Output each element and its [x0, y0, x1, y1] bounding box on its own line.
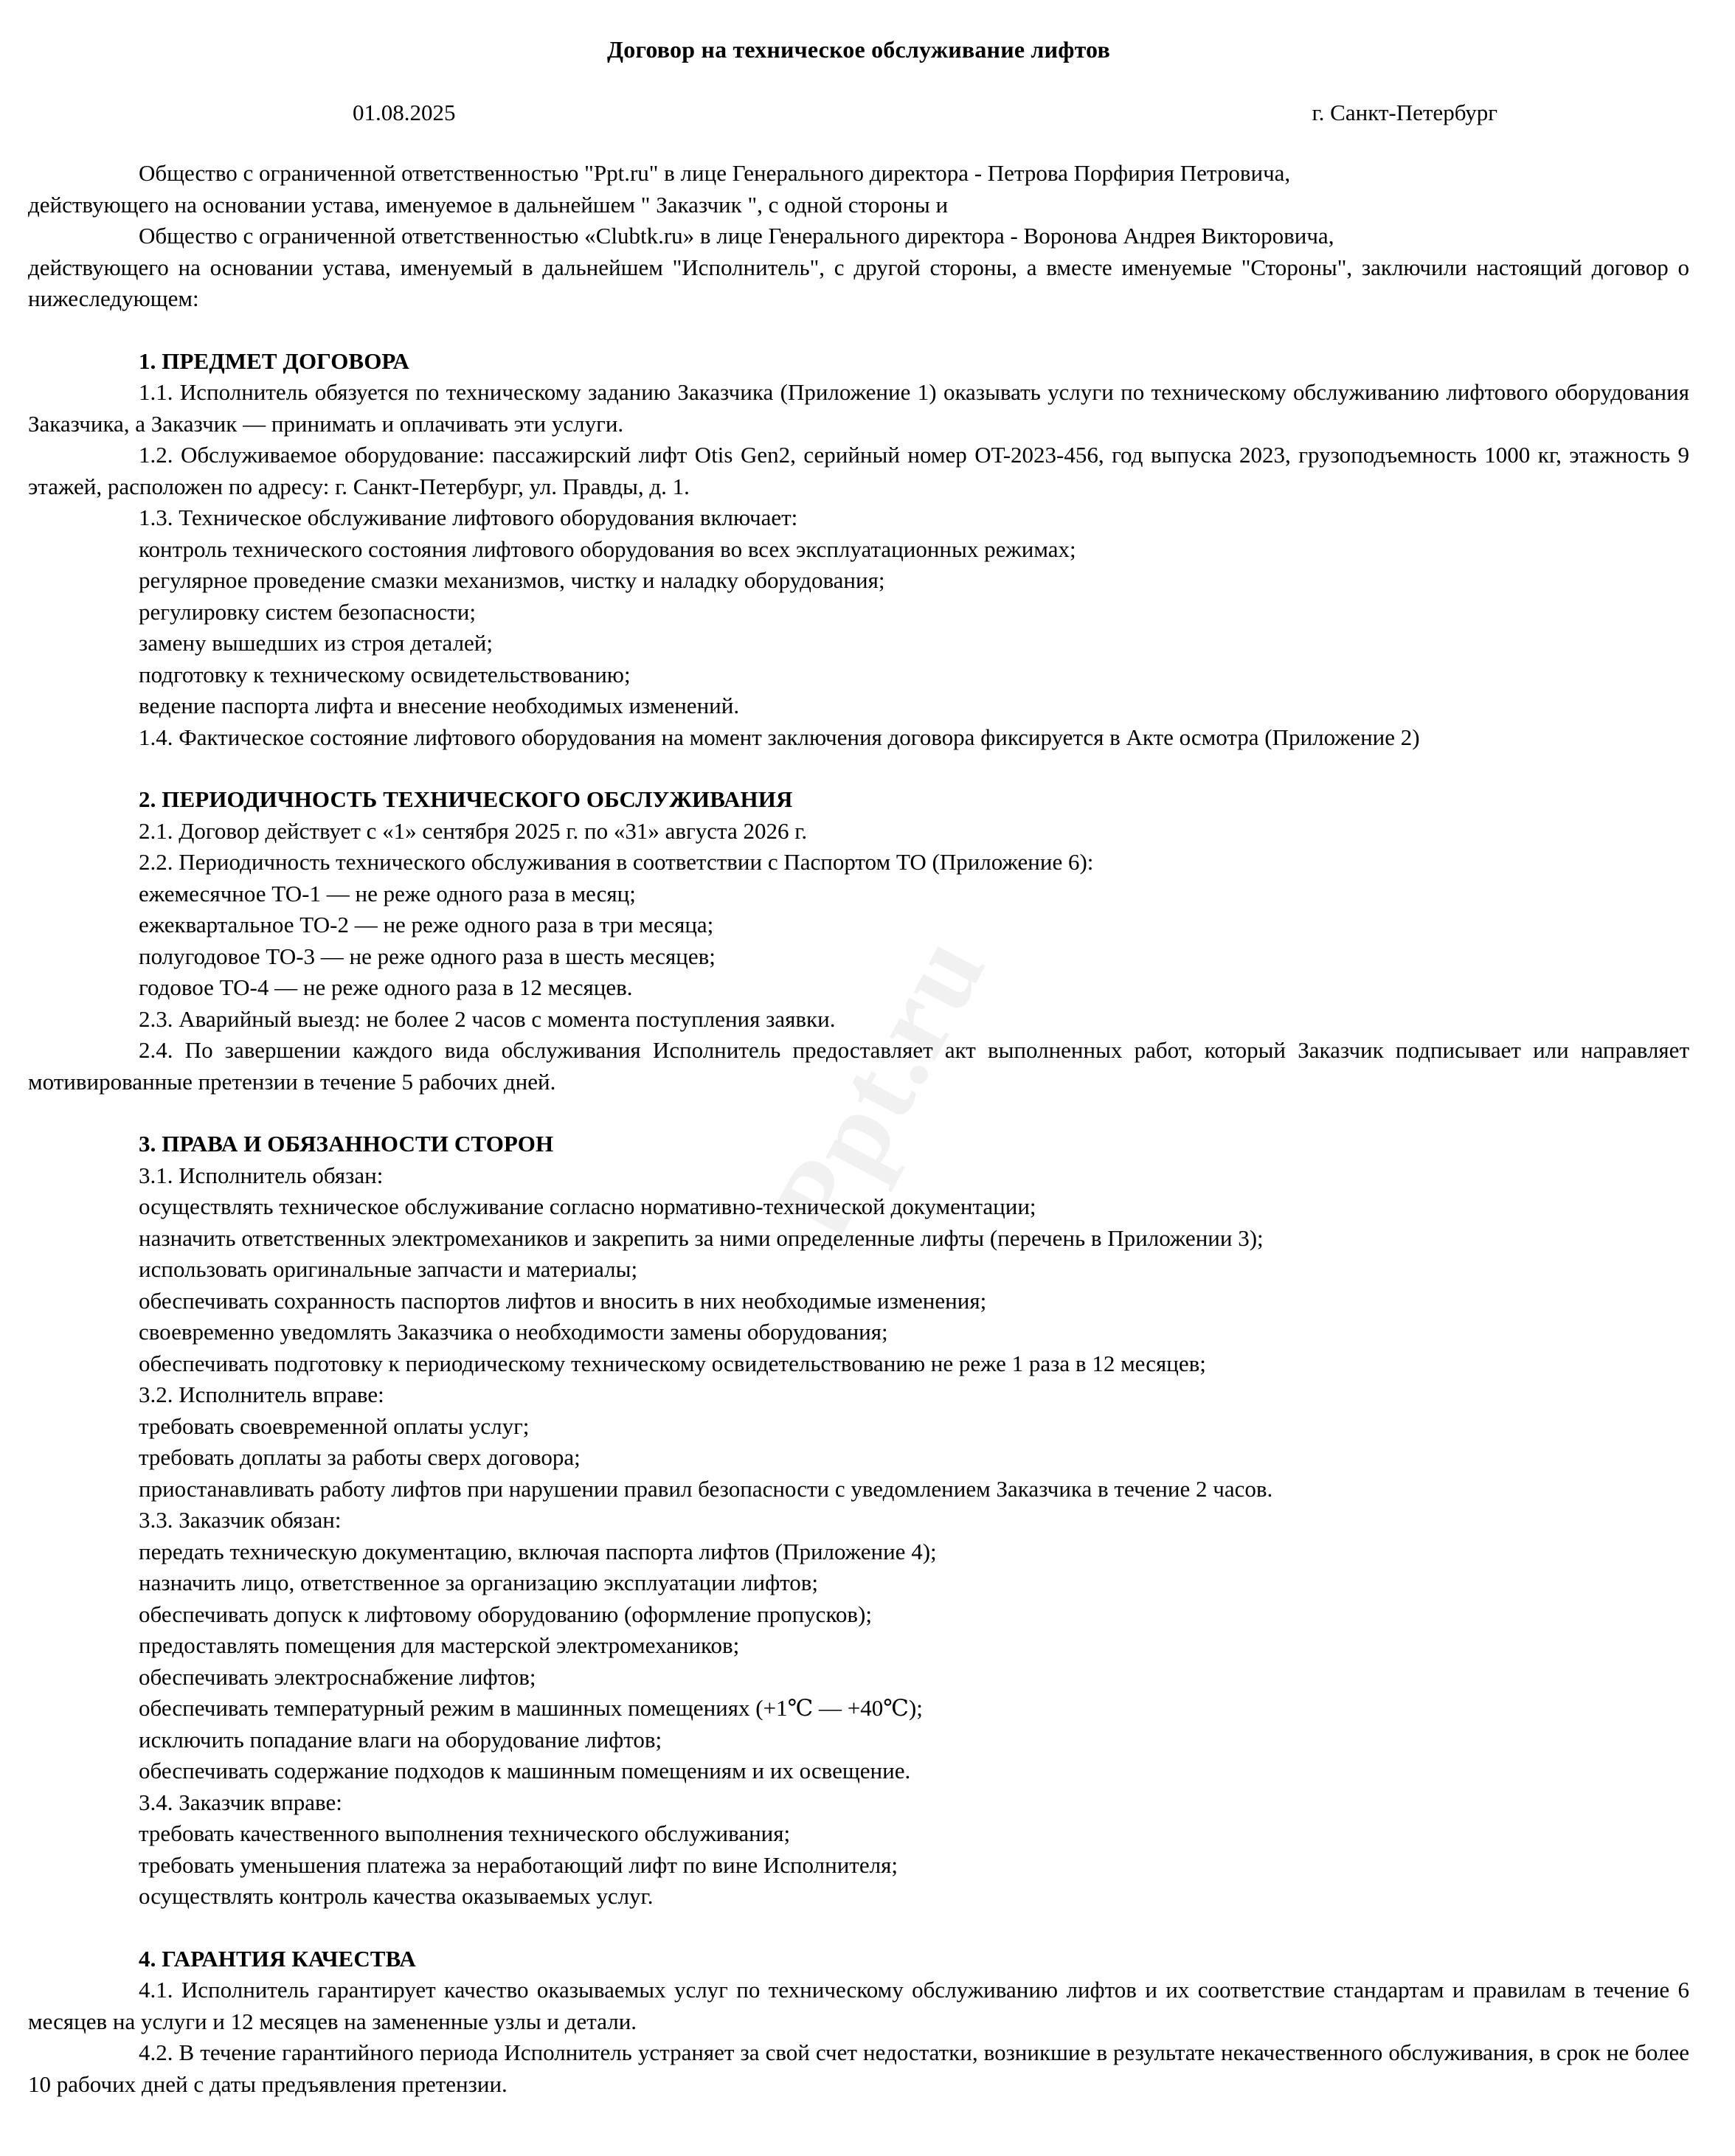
sections-root	[28, 315, 1689, 2101]
section-line: контроль технического состояния лифтового оборудования во всех эксплуатационных режимах;	[139, 535, 1076, 562]
contract-date: 01.08.2025	[353, 100, 456, 125]
section-heading: 2. ПЕРИОДИЧНОСТЬ ТЕХНИЧЕСКОГО ОБСЛУЖИВАНИЯ	[139, 786, 793, 812]
section-spacer	[28, 1913, 1689, 1944]
section-spacer	[28, 1098, 1689, 1129]
section-line: требовать качественного выполнения технического обслуживания;	[139, 1820, 791, 1846]
section-heading: 4. ГАРАНТИЯ КАЧЕСТВА	[139, 1945, 416, 1972]
section-heading: 3. ПРАВА И ОБЯЗАННОСТИ СТОРОН	[139, 1131, 554, 1157]
section-line: обеспечивать содержание подходов к машинным помещениям и их освещение.	[139, 1758, 911, 1784]
section-line: требовать доплаты за работы сверх договора;	[139, 1444, 581, 1470]
section-line: 3.3. Заказчик обязан:	[139, 1507, 342, 1533]
section-line: полугодовое ТО-3 — не реже одного раза в шесть месяцев;	[139, 943, 716, 969]
section-line: обеспечивать электроснабжение лифтов;	[139, 1663, 536, 1690]
section-line: приостанавливать работу лифтов при нарушении правил безопасности с уведомлением Заказчика в течение 2 часов.	[139, 1475, 1273, 1502]
section-line: 1.4. Фактическое состояние лифтового оборудования на момент заключения договора фиксируется в Акте осмотра (Приложение 2)	[139, 724, 1420, 750]
section-line: назначить ответственных электромехаников и закрепить за ними определенные лифты (перечень в Приложении 3);	[139, 1224, 1264, 1251]
section-paragraph: 4.1. Исполнитель гарантирует качество оказываемых услуг по техническому обслуживанию лифтов и их соответствие стандартам и правилам в течение 6 месяцев на услуги и 12 месяцев на замененные узлы и детали.	[28, 1977, 1689, 2034]
section-line: 2.1. Договор действует с «1» сентября 2025 г. по «31» августа 2026 г.	[139, 817, 808, 844]
section-line: годовое ТО-4 — не реже одного раза в 12 месяцев.	[139, 974, 633, 1000]
section-line: 3.4. Заказчик вправе:	[139, 1789, 342, 1815]
section-line: замену вышедших из строя деталей;	[139, 630, 494, 656]
section-paragraph: 1.1. Исполнитель обязуется по техническому заданию Заказчика (Приложение 1) оказывать услуги по техническому обслуживанию лифтового оборудования Заказчика, а Заказчик — принимать и оплачивать эти услуги.	[28, 379, 1689, 437]
section-line: осуществлять техническое обслуживание согласно нормативно-технической документации;	[139, 1193, 1036, 1219]
watermark: Ppt.ru	[749, 914, 1010, 1257]
section-line: обеспечивать температурный режим в машинных помещениях (+1℃ — +40℃);	[139, 1695, 923, 1721]
section-line: 2.3. Аварийный выезд: не более 2 часов с момента поступления заявки.	[139, 1005, 836, 1032]
section-line: обеспечивать сохранность паспортов лифтов и вносить в них необходимые изменения;	[139, 1287, 987, 1314]
section-paragraph: 4.2. В течение гарантийного периода Исполнитель устраняет за свой счет недостатки, возникшие в результате некачественного обслуживания, в срок не более 10 рабочих дней с даты предъявления претензии.	[28, 2039, 1689, 2097]
section-line: 1.3. Техническое обслуживание лифтового оборудования включает:	[139, 505, 798, 530]
preamble-customer-line-1: Общество с ограниченной ответственностью "Ppt.ru" в лице Генерального директора - Петрова Порфирия Петровича,	[139, 160, 1291, 186]
page-title: Договор на техническое обслуживание лифтов	[607, 36, 1110, 63]
section-line: 2.2. Периодичность технического обслуживания в соответствии с Паспортом ТО (Приложение 6):	[139, 849, 1094, 875]
section-line: передать техническую документацию, включая паспорта лифтов (Приложение 4);	[139, 1538, 937, 1564]
section-line: регулировку систем безопасности;	[139, 598, 477, 625]
section-line: 3.1. Исполнитель обязан:	[139, 1162, 384, 1188]
preamble-customer-line-2: действующего на основании устава, именуемое в дальнейшем " Заказчик ", с одной стороны и	[28, 191, 949, 218]
section-line: обеспечивать подготовку к периодическому техническому освидетельствованию не реже 1 раза в 12 месяцев;	[139, 1350, 1206, 1376]
section-line: исключить попадание влаги на оборудование лифтов;	[139, 1726, 662, 1753]
preamble-contractor-line-2: действующего на основании устава, именуемый в дальнейшем "Исполнитель", с другой стороны, а вместе именуемые "Стороны", заключили настоящий договор о нижеследующем:	[28, 254, 1689, 311]
preamble-contractor-line-1: Общество с ограниченной ответственностью «Clubtk.ru» в лице Генерального директора - Воронова Андрея Викторовича,	[139, 223, 1334, 249]
section-line: требовать своевременной оплаты услуг;	[139, 1413, 530, 1439]
section-line: предоставлять помещения для мастерской электромехаников;	[139, 1632, 740, 1658]
section-line: осуществлять контроль качества оказываемых услуг.	[139, 1883, 654, 1909]
contract-city: г. Санкт-Петербург	[1312, 100, 1497, 125]
section-spacer	[28, 315, 1689, 346]
section-line: использовать оригинальные запчасти и материалы;	[139, 1256, 638, 1282]
section-line: назначить лицо, ответственное за организацию эксплуатации лифтов;	[139, 1570, 819, 1595]
preamble	[28, 158, 1689, 315]
section-line: ежемесячное ТО-1 — не реже одного раза в месяц;	[139, 880, 636, 907]
section-heading: 1. ПРЕДМЕТ ДОГОВОРА	[139, 347, 409, 374]
section-line: своевременно уведомлять Заказчика о необходимости замены оборудования;	[139, 1319, 888, 1345]
section-line: требовать уменьшения платежа за неработающий лифт по вине Исполнителя;	[139, 1851, 898, 1878]
document-meta	[28, 97, 1689, 128]
section-paragraph: 1.2. Обслуживаемое оборудование: пассажирский лифт Otis Gen2, серийный номер OT-2023-456, год выпуска 2023, грузоподъемность 1000 кг, этажность 9 этажей, расположен по адресу: г. Санкт-Петербург, ул. Правды, д. 1.	[28, 442, 1689, 499]
section-paragraph: 2.4. По завершении каждого вида обслуживания Исполнитель предоставляет акт выполненных работ, который Заказчик подписывает или направляет мотивированные претензии в течение 5 рабочих дней.	[28, 1037, 1689, 1095]
section-line: ежеквартальное ТО-2 — не реже одного раза в три месяца;	[139, 912, 714, 937]
section-line: 3.2. Исполнитель вправе:	[139, 1382, 384, 1407]
section-spacer	[28, 753, 1689, 784]
section-line: регулярное проведение смазки механизмов, чистку и наладку оборудования;	[139, 567, 885, 593]
section-line: ведение паспорта лифта и внесение необходимых изменений.	[139, 693, 740, 718]
section-line: обеспечивать допуск к лифтовому оборудованию (оформление пропусков);	[139, 1601, 872, 1627]
section-line: подготовку к техническому освидетельствованию;	[139, 661, 631, 687]
